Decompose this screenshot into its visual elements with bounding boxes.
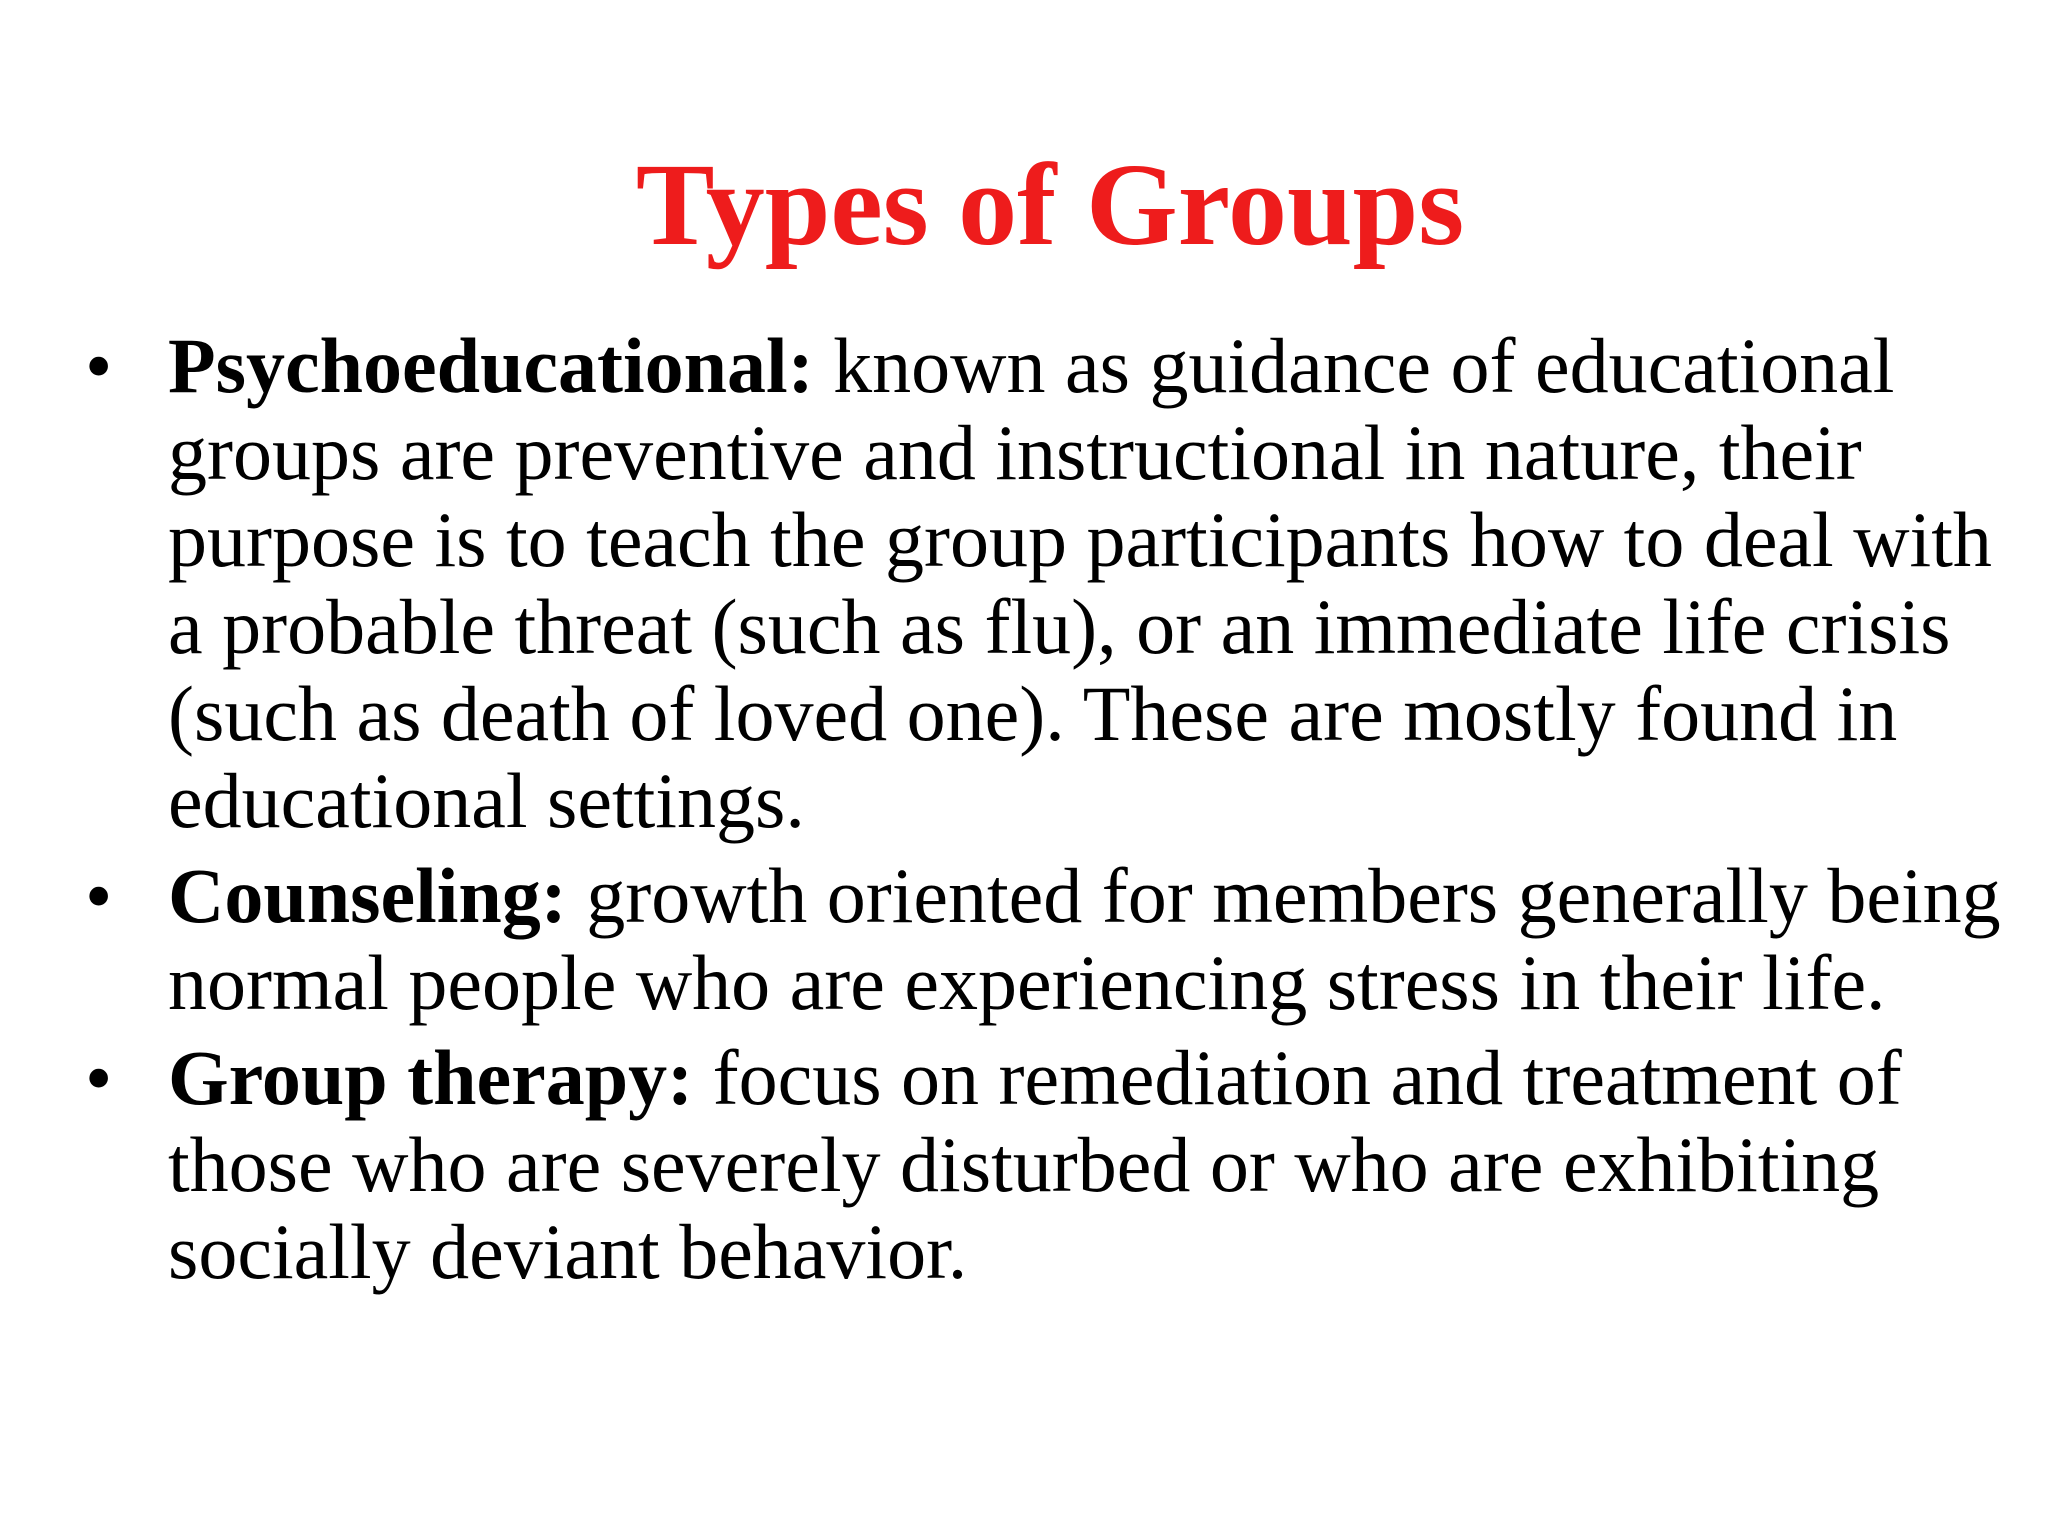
bullet-term: Group therapy: — [168, 1034, 694, 1121]
bullet-item-psychoeducational — [85, 322, 2005, 844]
bullet-icon: • — [85, 1034, 113, 1121]
bullet-list — [85, 322, 2005, 1303]
bullet-term: Counseling: — [168, 852, 567, 939]
slide-title: Types of Groups — [635, 139, 1465, 270]
bullet-item-counseling — [85, 852, 2005, 1026]
bullet-icon: • — [85, 852, 113, 939]
bullet-term: Psychoeducational: — [168, 322, 814, 409]
bullet-text: focus on remediation and treatment of those who are severely disturbed or who are exhibiting socially deviant behavior. — [168, 1034, 1902, 1295]
bullet-text: growth oriented for members generally being normal people who are experiencing stress in their life. — [168, 852, 2001, 1026]
bullet-text: known as guidance of educational groups are preventive and instructional in nature, their purpose is to teach the group participants how to deal with a probable threat (such as flu), or an immediate life crisis (such as death of loved one). These are mostly found in educational settings. — [168, 322, 1992, 844]
bullet-icon: • — [85, 322, 113, 409]
bullet-item-group-therapy — [85, 1034, 2005, 1295]
